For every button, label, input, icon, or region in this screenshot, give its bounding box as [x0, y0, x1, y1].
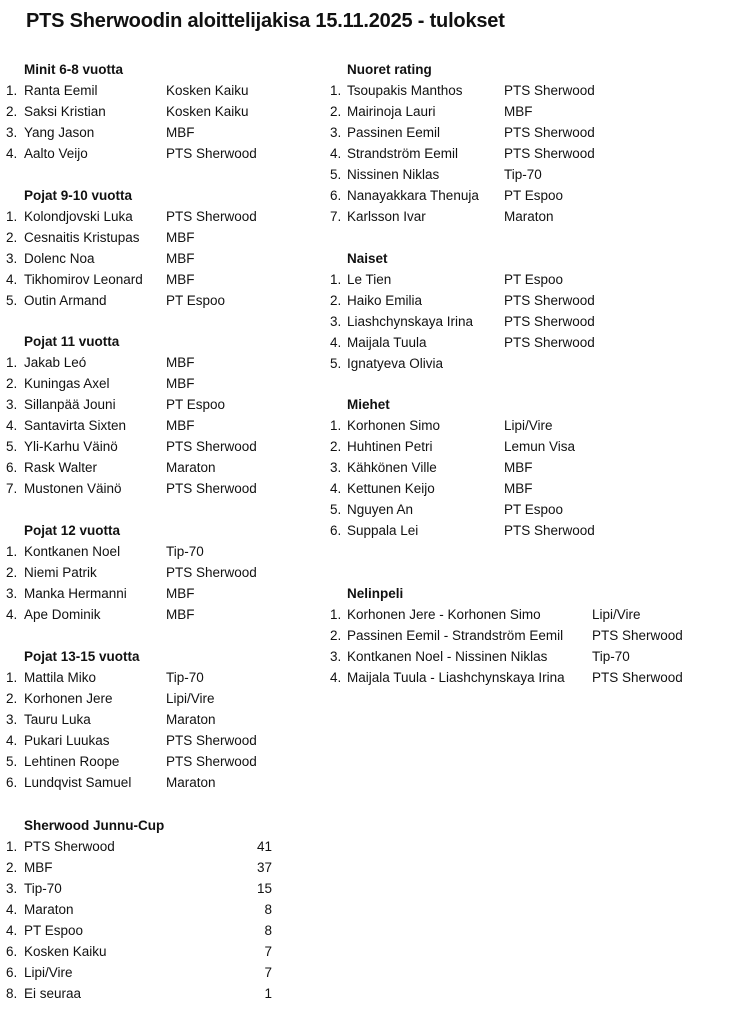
- rank: 3.: [330, 460, 342, 475]
- club-name: PTS Sherwood: [166, 565, 257, 580]
- player-name: Dolenc Noa: [24, 251, 95, 266]
- rank: 1.: [6, 544, 18, 559]
- rank: 4.: [6, 902, 18, 917]
- club-name: PTS Sherwood: [166, 754, 257, 769]
- rank: 3.: [330, 125, 342, 140]
- result-row: [0, 314, 750, 335]
- result-row: [0, 628, 750, 649]
- club-name: PT Espoo: [504, 188, 564, 203]
- rank: 7.: [330, 209, 342, 224]
- player-name: Yli-Karhu Väinö: [24, 439, 118, 454]
- rank: 4.: [6, 607, 18, 622]
- result-row: [0, 167, 750, 188]
- rank: 1.: [330, 418, 342, 433]
- rank: 3.: [330, 649, 342, 664]
- rank: 4.: [330, 670, 342, 685]
- player-name: Manka Hermanni: [24, 586, 127, 601]
- player-name: Karlsson Ivar: [347, 209, 426, 224]
- section-heading: Sherwood Junnu-Cup: [24, 818, 165, 833]
- club-name: MBF: [504, 104, 533, 119]
- rank: 3.: [6, 712, 18, 727]
- club-name: MBF: [166, 418, 195, 433]
- player-name: Santavirta Sixten: [24, 418, 127, 433]
- club-name: PTS Sherwood: [166, 146, 257, 161]
- rank: 1.: [6, 83, 18, 98]
- club-name: MBF: [166, 125, 195, 140]
- points: 1: [264, 986, 272, 1001]
- rank: 1.: [6, 209, 18, 224]
- club-name: MBF: [166, 230, 195, 245]
- result-row: [0, 565, 750, 586]
- result-row: [0, 230, 750, 251]
- result-row: [0, 293, 750, 314]
- player-name: Tauru Luka: [24, 712, 91, 727]
- club-name: Maraton: [24, 902, 74, 917]
- section-heading: Minit 6-8 vuotta: [24, 62, 124, 77]
- player-name: Maijala Tuula - Liashchynskaya Irina: [347, 670, 565, 685]
- player-name: Mairinoja Lauri: [347, 104, 436, 119]
- club-name: PTS Sherwood: [166, 209, 257, 224]
- player-name: Ranta Eemil: [24, 83, 98, 98]
- rank: 2.: [6, 104, 18, 119]
- cup-row: [0, 902, 750, 923]
- club-name: MBF: [24, 860, 53, 875]
- player-name: Lehtinen Roope: [24, 754, 120, 769]
- player-name: Ape Dominik: [24, 607, 101, 622]
- rank: 3.: [6, 397, 18, 412]
- result-row: [0, 439, 750, 460]
- player-name: Huhtinen Petri: [347, 439, 433, 454]
- rank: 1.: [6, 670, 18, 685]
- section-heading: Pojat 12 vuotta: [24, 523, 121, 538]
- rank: 5.: [330, 167, 342, 182]
- rank: 1.: [330, 272, 342, 287]
- result-row: [0, 481, 750, 502]
- club-name: PTS Sherwood: [504, 314, 595, 329]
- cup-row: [0, 944, 750, 965]
- rank: 5.: [330, 502, 342, 517]
- club-name: PTS Sherwood: [504, 146, 595, 161]
- cup-row: [0, 923, 750, 944]
- player-name: Nissinen Niklas: [347, 167, 440, 182]
- rank: 4.: [330, 481, 342, 496]
- player-name: Ignatyeva Olivia: [347, 356, 444, 371]
- result-row: [0, 607, 750, 628]
- club-name: Tip-70: [166, 544, 204, 559]
- section-heading: Naiset: [347, 251, 388, 266]
- player-name: Korhonen Jere - Korhonen Simo: [347, 607, 541, 622]
- rank: 5.: [6, 439, 18, 454]
- club-name: Lipi/Vire: [592, 607, 641, 622]
- result-row: [0, 523, 750, 544]
- result-row: [0, 775, 750, 796]
- player-name: Jakab Leó: [24, 355, 87, 370]
- club-name: MBF: [166, 355, 195, 370]
- rank: 6.: [330, 188, 342, 203]
- club-name: PTS Sherwood: [592, 670, 683, 685]
- player-name: Aalto Veijo: [24, 146, 88, 161]
- player-name: Le Tien: [347, 272, 392, 287]
- result-row: [0, 460, 750, 481]
- club-name: PT Espoo: [166, 397, 226, 412]
- page-title: PTS Sherwoodin aloittelijakisa 15.11.2025 - tulokset: [26, 10, 505, 32]
- rank: 6.: [6, 460, 18, 475]
- club-name: Kosken Kaiku: [166, 104, 249, 119]
- result-row: [0, 670, 750, 691]
- result-row: [0, 418, 750, 439]
- rank: 2.: [330, 104, 342, 119]
- cup-row: [0, 986, 750, 1007]
- rank: 4.: [6, 272, 18, 287]
- player-name: Tikhomirov Leonard: [24, 272, 143, 287]
- result-row: [0, 272, 750, 293]
- club-name: PTS Sherwood: [166, 481, 257, 496]
- result-row: [0, 733, 750, 754]
- player-name: Kolondjovski Luka: [24, 209, 133, 224]
- cup-row: [0, 965, 750, 986]
- club-name: Tip-70: [504, 167, 542, 182]
- player-name: Cesnaitis Kristupas: [24, 230, 140, 245]
- result-row: [0, 356, 750, 377]
- rank: 3.: [6, 125, 18, 140]
- result-row: [0, 335, 750, 356]
- player-name: Strandström Eemil: [347, 146, 459, 161]
- points: 7: [264, 944, 272, 959]
- result-row: [0, 125, 750, 146]
- club-name: Ei seuraa: [24, 986, 82, 1001]
- rank: 2.: [6, 230, 18, 245]
- club-name: Lipi/Vire: [166, 691, 215, 706]
- club-name: PTS Sherwood: [24, 839, 115, 854]
- player-name: Kettunen Keijo: [347, 481, 435, 496]
- player-name: Lundqvist Samuel: [24, 775, 132, 790]
- result-row: [0, 649, 750, 670]
- player-name: Niemi Patrik: [24, 565, 97, 580]
- rank: 3.: [6, 251, 18, 266]
- player-name: Passinen Eemil: [347, 125, 441, 140]
- result-row: [0, 712, 750, 733]
- cup-row: [0, 881, 750, 902]
- section-heading: Pojat 9-10 vuotta: [24, 188, 133, 203]
- player-name: Maijala Tuula: [347, 335, 427, 350]
- player-name: Kontkanen Noel: [24, 544, 121, 559]
- result-row: [0, 544, 750, 565]
- rank: 2.: [6, 691, 18, 706]
- club-name: Tip-70: [592, 649, 630, 664]
- points: 41: [256, 839, 272, 854]
- club-name: PT Espoo: [504, 272, 564, 287]
- club-name: MBF: [166, 272, 195, 287]
- club-name: Maraton: [504, 209, 554, 224]
- section-heading: Nelinpeli: [347, 586, 404, 601]
- player-name: Kuningas Axel: [24, 376, 110, 391]
- rank: 2.: [6, 860, 18, 875]
- rank: 1.: [6, 355, 18, 370]
- club-name: MBF: [504, 460, 533, 475]
- rank: 2.: [6, 565, 18, 580]
- club-name: PTS Sherwood: [504, 293, 595, 308]
- player-name: Haiko Emilia: [347, 293, 423, 308]
- result-row: [0, 754, 750, 775]
- points: 15: [256, 881, 272, 896]
- result-row: [0, 376, 750, 397]
- club-name: PT Espoo: [166, 293, 226, 308]
- club-name: PTS Sherwood: [166, 733, 257, 748]
- rank: 3.: [6, 586, 18, 601]
- club-name: Kosken Kaiku: [24, 944, 107, 959]
- points: 8: [264, 902, 272, 917]
- club-name: Maraton: [166, 775, 216, 790]
- player-name: Suppala Lei: [347, 523, 419, 538]
- rank: 4.: [330, 146, 342, 161]
- club-name: Lipi/Vire: [24, 965, 73, 980]
- club-name: Maraton: [166, 460, 216, 475]
- player-name: Korhonen Jere: [24, 691, 113, 706]
- cup-row: [0, 860, 750, 881]
- player-name: Pukari Luukas: [24, 733, 110, 748]
- club-name: PTS Sherwood: [504, 335, 595, 350]
- club-name: MBF: [166, 586, 195, 601]
- rank: 4.: [330, 335, 342, 350]
- club-name: PTS Sherwood: [504, 523, 595, 538]
- rank: 2.: [330, 628, 342, 643]
- player-name: Mattila Miko: [24, 670, 97, 685]
- result-row: [0, 104, 750, 125]
- cup-row: [0, 839, 750, 860]
- club-name: MBF: [166, 251, 195, 266]
- player-name: Kähkönen Ville: [347, 460, 437, 475]
- club-name: Lipi/Vire: [504, 418, 553, 433]
- rank: 5.: [330, 356, 342, 371]
- club-name: Lemun Visa: [504, 439, 576, 454]
- club-name: PTS Sherwood: [166, 439, 257, 454]
- club-name: PT Espoo: [24, 923, 84, 938]
- club-name: MBF: [504, 481, 533, 496]
- player-name: Sillanpää Jouni: [24, 397, 116, 412]
- result-row: [0, 502, 750, 523]
- section-heading: Miehet: [347, 397, 390, 412]
- rank: 1.: [330, 83, 342, 98]
- rank: 6.: [6, 775, 18, 790]
- player-name: Nguyen An: [347, 502, 414, 517]
- points: 37: [256, 860, 272, 875]
- club-name: MBF: [166, 376, 195, 391]
- result-row: [0, 83, 750, 104]
- section-heading: Pojat 11 vuotta: [24, 334, 120, 349]
- rank: 1.: [330, 607, 342, 622]
- player-name: Saksi Kristian: [24, 104, 106, 119]
- player-name: Rask Walter: [24, 460, 98, 475]
- player-name: Kontkanen Noel - Nissinen Niklas: [347, 649, 548, 664]
- rank: 2.: [330, 439, 342, 454]
- result-row: [0, 691, 750, 712]
- player-name: Liashchynskaya Irina: [347, 314, 474, 329]
- club-name: PT Espoo: [504, 502, 564, 517]
- player-name: Outin Armand: [24, 293, 107, 308]
- player-name: Nanayakkara Thenuja: [347, 188, 479, 203]
- player-name: Yang Jason: [24, 125, 95, 140]
- points: 8: [264, 923, 272, 938]
- player-name: Tsoupakis Manthos: [347, 83, 463, 98]
- club-name: Kosken Kaiku: [166, 83, 249, 98]
- club-name: PTS Sherwood: [592, 628, 683, 643]
- rank: 4.: [6, 418, 18, 433]
- rank: 5.: [6, 754, 18, 769]
- rank: 2.: [330, 293, 342, 308]
- player-name: Mustonen Väinö: [24, 481, 122, 496]
- rank: 3.: [6, 881, 18, 896]
- player-name: Passinen Eemil - Strandström Eemil: [347, 628, 564, 643]
- result-row: [0, 209, 750, 230]
- rank: 8.: [6, 986, 18, 1001]
- rank: 5.: [6, 293, 18, 308]
- club-name: PTS Sherwood: [504, 125, 595, 140]
- club-name: Tip-70: [24, 881, 62, 896]
- points: 7: [264, 965, 272, 980]
- club-name: PTS Sherwood: [504, 83, 595, 98]
- rank: 7.: [6, 481, 18, 496]
- section-heading: Pojat 13-15 vuotta: [24, 649, 140, 664]
- section-heading: Nuoret rating: [347, 62, 432, 77]
- rank: 4.: [6, 146, 18, 161]
- result-row: [0, 146, 750, 167]
- rank: 4.: [6, 733, 18, 748]
- player-name: Korhonen Simo: [347, 418, 441, 433]
- rank: 6.: [6, 944, 18, 959]
- rank: 4.: [6, 923, 18, 938]
- club-name: MBF: [166, 607, 195, 622]
- club-name: Maraton: [166, 712, 216, 727]
- rank: 3.: [330, 314, 342, 329]
- club-name: Tip-70: [166, 670, 204, 685]
- rank: 2.: [6, 376, 18, 391]
- result-row: [0, 188, 750, 209]
- rank: 6.: [330, 523, 342, 538]
- rank: 1.: [6, 839, 18, 854]
- rank: 6.: [6, 965, 18, 980]
